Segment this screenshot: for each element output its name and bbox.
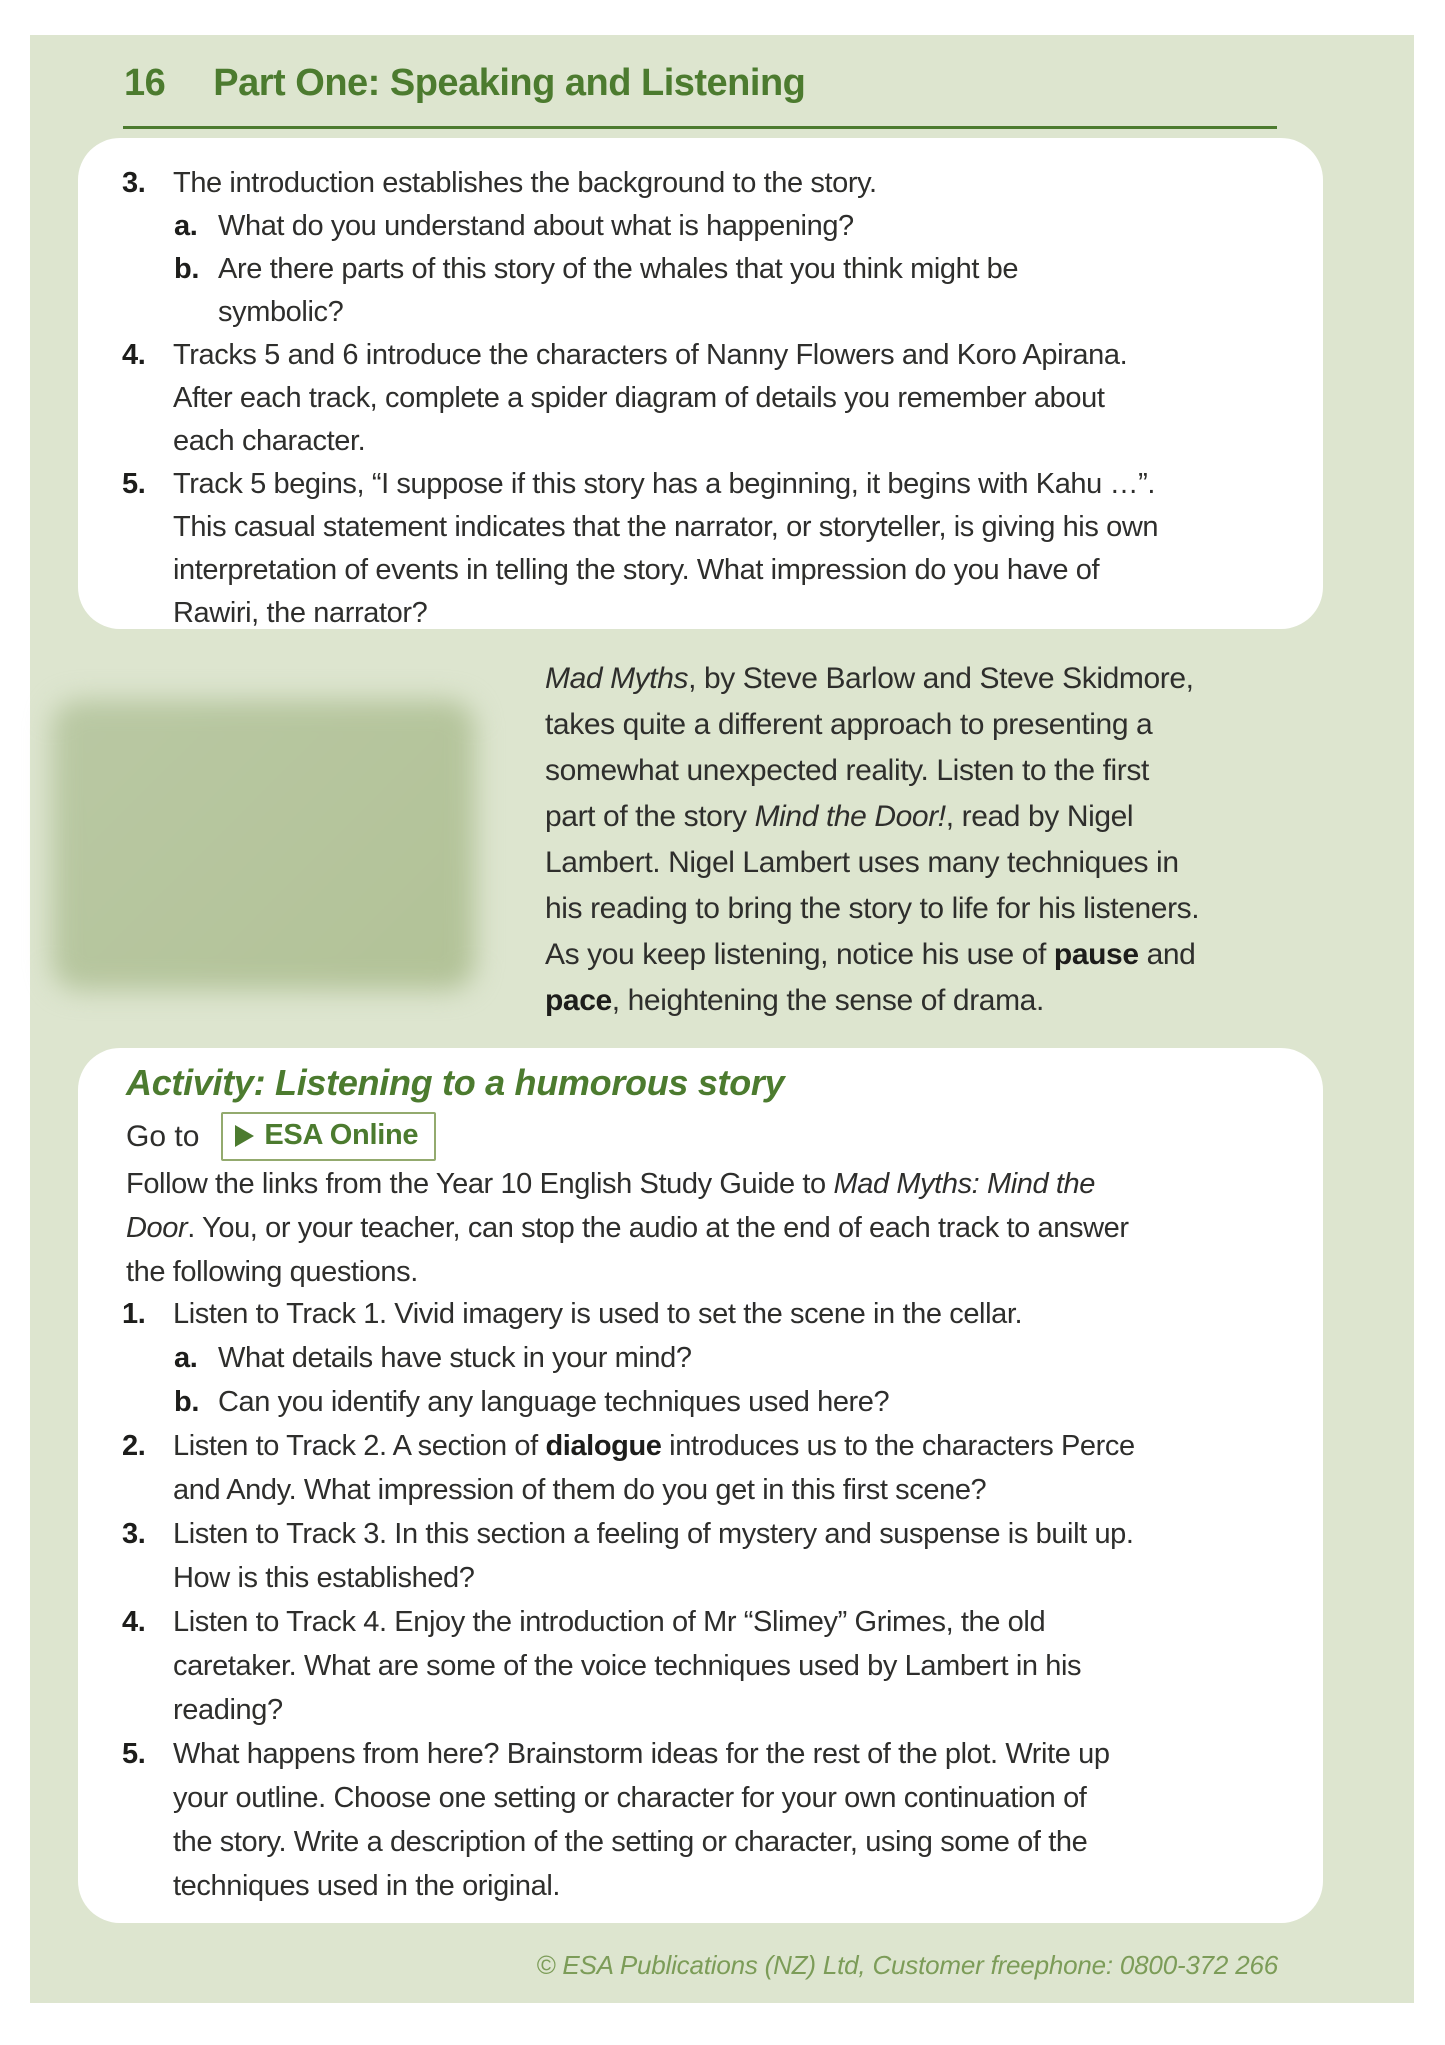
text-line <box>173 334 1323 377</box>
text-line <box>218 1336 1323 1380</box>
text-segment: takes quite a different approach to presenting a <box>545 708 1153 741</box>
activity-heading: Activity: Listening to a humorous story <box>126 1062 785 1103</box>
list-item <box>78 1600 1323 1732</box>
activity-list <box>78 1292 1323 1908</box>
list-item <box>78 1292 1323 1336</box>
text-line <box>545 978 1375 1024</box>
header-rule <box>123 126 1277 129</box>
text-line <box>218 291 1323 334</box>
text-segment: , read by Nigel <box>945 800 1134 833</box>
text-line <box>173 549 1323 592</box>
feature-paragraph <box>545 656 1375 1024</box>
activity-card <box>78 1048 1323 1923</box>
text-segment: What happens from here? Brainstorm ideas for the rest of the plot. Write up <box>173 1738 1110 1770</box>
text-segment: reading? <box>173 1694 283 1726</box>
footer-credit: © ESA Publications (NZ) Ltd, Customer freephone: 0800-372 266 <box>536 1950 1278 1980</box>
esa-online-button[interactable] <box>221 1112 436 1161</box>
questions-card <box>78 138 1323 629</box>
text-line <box>173 1292 1323 1336</box>
text-line <box>545 656 1375 702</box>
text-segment: After each track, complete a spider diagram of details you remember about <box>173 382 1105 414</box>
text-line <box>173 420 1323 463</box>
text-line <box>173 1600 1323 1644</box>
text-line <box>173 1776 1323 1820</box>
list-subitem <box>78 248 1323 334</box>
text-segment: introduces us to the characters Perce <box>661 1430 1135 1462</box>
list-subitem <box>78 205 1323 248</box>
text-line <box>173 463 1323 506</box>
text-line <box>173 1688 1323 1732</box>
text-line <box>545 840 1375 886</box>
text-segment: techniques used in the original. <box>173 1870 561 1902</box>
text-line <box>545 794 1375 840</box>
text-line <box>126 1250 1129 1294</box>
text-segment: Lambert. Nigel Lambert uses many techniques in <box>545 846 1179 879</box>
list-item-number: 3. <box>122 1518 146 1550</box>
text-segment: Mad Myths <box>545 662 689 695</box>
text-line <box>126 1206 1129 1250</box>
text-segment: and Andy. What impression of them do you get in this first scene? <box>173 1474 987 1506</box>
text-segment: As you keep listening, notice his use of <box>545 938 1054 971</box>
text-line <box>218 205 1323 248</box>
text-segment: your outline. Choose one setting or character for your own continuation of <box>173 1782 1087 1814</box>
list-item-text <box>173 162 1323 205</box>
list-subitem-text <box>218 1380 1323 1424</box>
text-segment: Rawiri, the narrator? <box>173 597 428 629</box>
text-segment: Mad Myths: Mind the <box>833 1168 1096 1200</box>
page-header <box>124 62 805 105</box>
text-segment: Follow the links from the Year 10 English Study Guide to <box>126 1168 834 1200</box>
text-segment: . You, or your teacher, can stop the audio at the end of each track to answer <box>187 1212 1129 1244</box>
text-segment: The introduction establishes the background to the story. <box>173 167 877 199</box>
text-line <box>173 1820 1323 1864</box>
list-subitem-text <box>218 205 1323 248</box>
text-segment: pace <box>545 984 612 1017</box>
list-subitem-letter: a. <box>174 210 198 242</box>
list-item-text <box>173 463 1323 635</box>
page-number: 16 <box>124 62 166 104</box>
list-subitem <box>78 1336 1323 1380</box>
text-segment: Listen to Track 2. A section of <box>173 1430 546 1462</box>
list-subitem <box>78 1380 1323 1424</box>
text-segment: What do you understand about what is happening? <box>218 210 854 242</box>
list-item-text <box>173 1424 1323 1512</box>
text-line <box>545 748 1375 794</box>
text-segment: Mind the Door! <box>754 800 946 833</box>
text-segment: Track 5 begins, “I suppose if this story has a beginning, it begins with Kahu …”. <box>173 468 1156 500</box>
text-segment: Listen to Track 4. Enjoy the introduction of Mr “Slimey” Grimes, the old <box>173 1606 1046 1638</box>
text-line <box>218 248 1323 291</box>
list-item-number: 4. <box>122 1606 146 1638</box>
questions-list <box>78 162 1323 635</box>
text-segment: , by Steve Barlow and Steve Skidmore, <box>688 662 1194 695</box>
text-line <box>173 162 1323 205</box>
text-segment: pause <box>1053 938 1139 971</box>
text-segment: Door <box>126 1212 188 1244</box>
esa-online-label: ESA Online <box>264 1119 419 1151</box>
list-item-number: 2. <box>122 1430 146 1462</box>
chapter-title: Part One: Speaking and Listening <box>213 62 806 104</box>
list-item-number: 1. <box>122 1298 146 1330</box>
play-icon <box>235 1125 254 1147</box>
list-item-number: 5. <box>122 468 146 500</box>
goto-label: Go to <box>126 1119 200 1153</box>
list-subitem-letter: a. <box>174 1342 198 1374</box>
text-segment: his reading to bring the story to life for his listeners. <box>545 892 1200 925</box>
text-segment: caretaker. What are some of the voice techniques used by Lambert in his <box>173 1650 1082 1682</box>
list-item <box>78 1732 1323 1908</box>
list-item <box>78 1512 1323 1600</box>
text-line <box>545 702 1375 748</box>
list-subitem-letter: b. <box>174 1386 199 1418</box>
list-item-number: 4. <box>122 339 146 371</box>
list-item-text <box>173 1732 1323 1908</box>
text-segment: dialogue <box>545 1430 662 1462</box>
list-item <box>78 463 1323 635</box>
text-segment: What details have stuck in your mind? <box>218 1342 692 1374</box>
list-item-text <box>173 1600 1323 1732</box>
text-segment: part of the story <box>545 800 755 833</box>
text-segment: Tracks 5 and 6 introduce the characters of Nanny Flowers and Koro Apirana. <box>173 339 1128 371</box>
text-segment: somewhat unexpected reality. Listen to the first <box>545 754 1149 787</box>
text-line <box>173 1644 1323 1688</box>
list-item <box>78 334 1323 463</box>
text-segment: interpretation of events in telling the story. What impression do you have of <box>173 554 1100 586</box>
text-line <box>173 1732 1323 1776</box>
text-segment: Are there parts of this story of the whales that you think might be <box>218 253 1019 285</box>
text-segment: Listen to Track 1. Vivid imagery is used to set the scene in the cellar. <box>173 1298 1023 1330</box>
list-subitem-text <box>218 248 1323 334</box>
text-line <box>545 932 1375 978</box>
text-line <box>218 1380 1323 1424</box>
text-segment: the story. Write a description of the setting or character, using some of the <box>173 1826 1088 1858</box>
text-line <box>173 592 1323 635</box>
list-item <box>78 162 1323 205</box>
feature-image-placeholder <box>52 700 475 990</box>
text-segment: the following questions. <box>126 1256 418 1288</box>
text-line <box>173 1556 1323 1600</box>
list-item-number: 5. <box>122 1738 146 1770</box>
text-segment: How is this established? <box>173 1562 475 1594</box>
text-line <box>173 1512 1323 1556</box>
text-line <box>173 506 1323 549</box>
text-segment: Listen to Track 3. In this section a feeling of mystery and suspense is built up. <box>173 1518 1134 1550</box>
list-subitem-text <box>218 1336 1323 1380</box>
text-line <box>126 1162 1129 1206</box>
list-item-text <box>173 334 1323 463</box>
text-segment: each character. <box>173 425 366 457</box>
text-line <box>545 886 1375 932</box>
text-segment: symbolic? <box>218 296 344 328</box>
text-segment: and <box>1138 938 1196 971</box>
list-item <box>78 1424 1323 1512</box>
text-line <box>173 1864 1323 1908</box>
list-item-text <box>173 1512 1323 1600</box>
text-segment: Can you identify any language techniques used here? <box>218 1386 890 1418</box>
text-line <box>173 377 1323 420</box>
text-segment: This casual statement indicates that the narrator, or storyteller, is giving his own <box>173 511 1159 543</box>
goto-row <box>126 1112 436 1161</box>
activity-intro <box>126 1162 1129 1294</box>
list-subitem-letter: b. <box>174 253 199 285</box>
list-item-number: 3. <box>122 167 146 199</box>
text-line <box>173 1424 1323 1468</box>
list-item-text <box>173 1292 1323 1336</box>
text-line <box>173 1468 1323 1512</box>
text-segment: , heightening the sense of drama. <box>611 984 1044 1017</box>
